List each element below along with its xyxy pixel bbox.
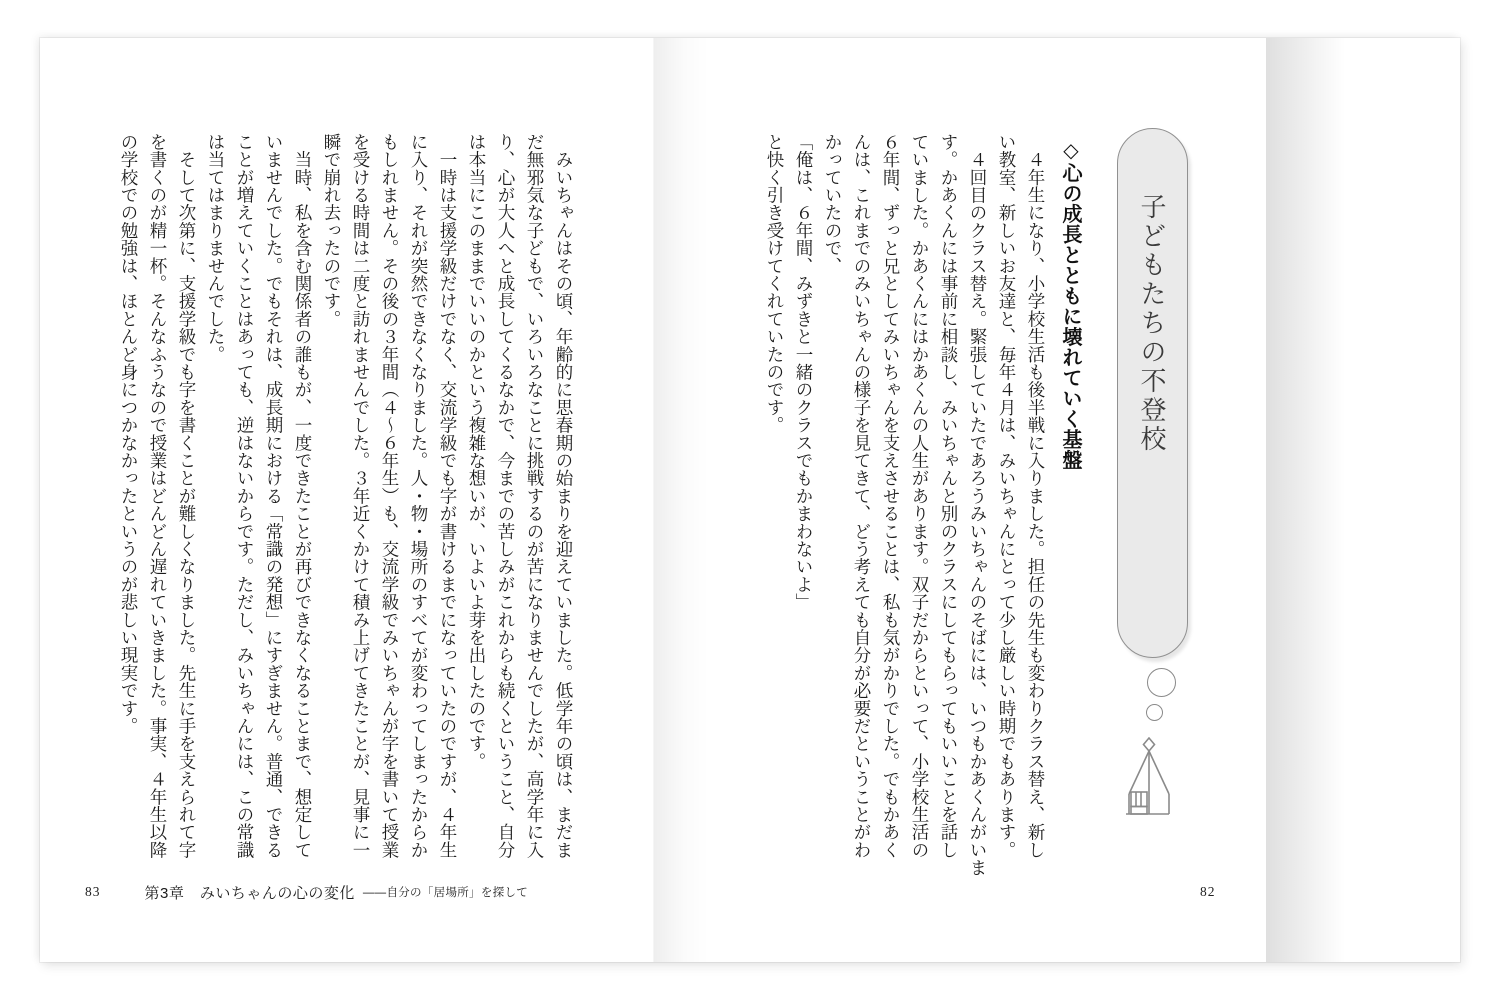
text-line: 瞬で崩れ去ったのです。 (322, 133, 342, 328)
text-line: もしれません。その後の３年間（４〜６年生）も、交流学級でみいちゃんが字を書いて授業 (380, 133, 400, 859)
text-line: の学校での勉強は、ほとんど身につかなかったというのが悲しい現実です。 (119, 133, 139, 735)
chapter-title: 子どもたちの不登校 (1137, 193, 1167, 454)
text-line: を書くのが精一杯。そんなふうなので授業はどんどん遅れていきました。事実、４年生以降 (148, 133, 168, 859)
text-line: は当てはまりませんでした。 (206, 133, 226, 364)
text-line: 当時、私を含む関係者の誰もが、一度できたことが再びできなくなることまで、想定して (293, 133, 313, 859)
text-line: と快く引き受けてくれていたのです。 (765, 133, 785, 434)
text-line: ４年生になり、小学校生活も後半戦に入りました。担任の先生も変わりクラス替え、新し (1026, 133, 1046, 859)
text-line: に入り、それが突然できなくなりました。人・物・場所のすべてが変わってしまったからか (409, 133, 429, 859)
text-line: んは、これまでのみいちゃんの様子を見てきて、どう考えても自分が必要だということがわ (852, 133, 872, 859)
text-line: かっていたので、 (823, 133, 843, 275)
chapter-title-pill (1117, 128, 1188, 658)
page-number-left: 83 (85, 884, 101, 899)
text-line: を受ける時間は二度と訪れませんでした。３年近くかけて積み上げてきたことが、見事に一 (351, 133, 371, 859)
text-line: ６年間、ずっと兄としてみいちゃんを支えさせることは、私も気がかりでした。でもかあく (881, 133, 901, 859)
text-line: 一時は支援学級だけでなく、交流学級でも字が書けるまでになっていたのですが、４年生 (438, 133, 458, 859)
page-number-right: 82 (1200, 884, 1216, 899)
text-line: す。かあくんには事前に相談し、みいちゃんと別のクラスにしてもらってもいいことを話し (939, 133, 959, 859)
thought-bubble-large-icon (1147, 668, 1176, 697)
right-page-footer (1200, 881, 1216, 903)
left-page-footer (85, 881, 528, 903)
text-line: 「俺は、６年間、みずきと一緒のクラスでもかまわないよ」 (794, 133, 814, 611)
text-line: だ無邪気な子どもで、いろいろなことに挑戦するのが苦になりませんでしたが、高学年に入 (525, 133, 545, 859)
text-line: は本当にこのままでいいのかという複雑な想いが、いよいよ芽を出したのです。 (467, 133, 487, 771)
text-line: そして次第に、支援学級でも字を書くことが難しくなりました。先生に手を支えられて字 (177, 133, 197, 859)
footer-chapter-label: 第3章 みいちゃんの心の変化 (144, 884, 355, 902)
left-page-body-text (106, 133, 578, 881)
thought-bubble-small-icon (1146, 704, 1163, 721)
footer-chapter-subtitle: ――自分の「居場所」を探して (362, 887, 529, 899)
text-line: ていました。かあくんにはかあくんの人生があります。双子だからといって、小学校生活の (910, 133, 930, 859)
house-icon (1123, 737, 1175, 817)
text-line: い教室、新しいお友達と、毎年４月は、みいちゃんにとって少し厳しい時期でもあります。 (997, 133, 1017, 859)
text-line: みいちゃんはその頃、年齢的に思春期の始まりを迎えていました。低学年の頃は、まだま (554, 133, 574, 859)
section-heading: ◇心の成長とともに壊れていく基盤 (1059, 138, 1081, 470)
text-line: ことが増えていくことはあっても、逆はないからです。ただし、みいちゃんには、この常識 (235, 133, 255, 859)
text-line: り、心が大人へと成長してくるなかで、今までの苦しみがこれからも続くということ、自分 (496, 133, 516, 859)
page-gutter-shadow (653, 38, 709, 962)
text-line: ４回目のクラス替え。緊張していたであろうみいちゃんのそばには、いつもかあくんがいま (968, 133, 988, 877)
page-curl-shadow (1266, 38, 1356, 962)
book-spread (40, 38, 1460, 962)
right-page-body-text (758, 133, 1050, 881)
text-line: いませんでした。でもそれは、成長期における「常識の発想」にすぎません。普通、できる (264, 133, 284, 859)
